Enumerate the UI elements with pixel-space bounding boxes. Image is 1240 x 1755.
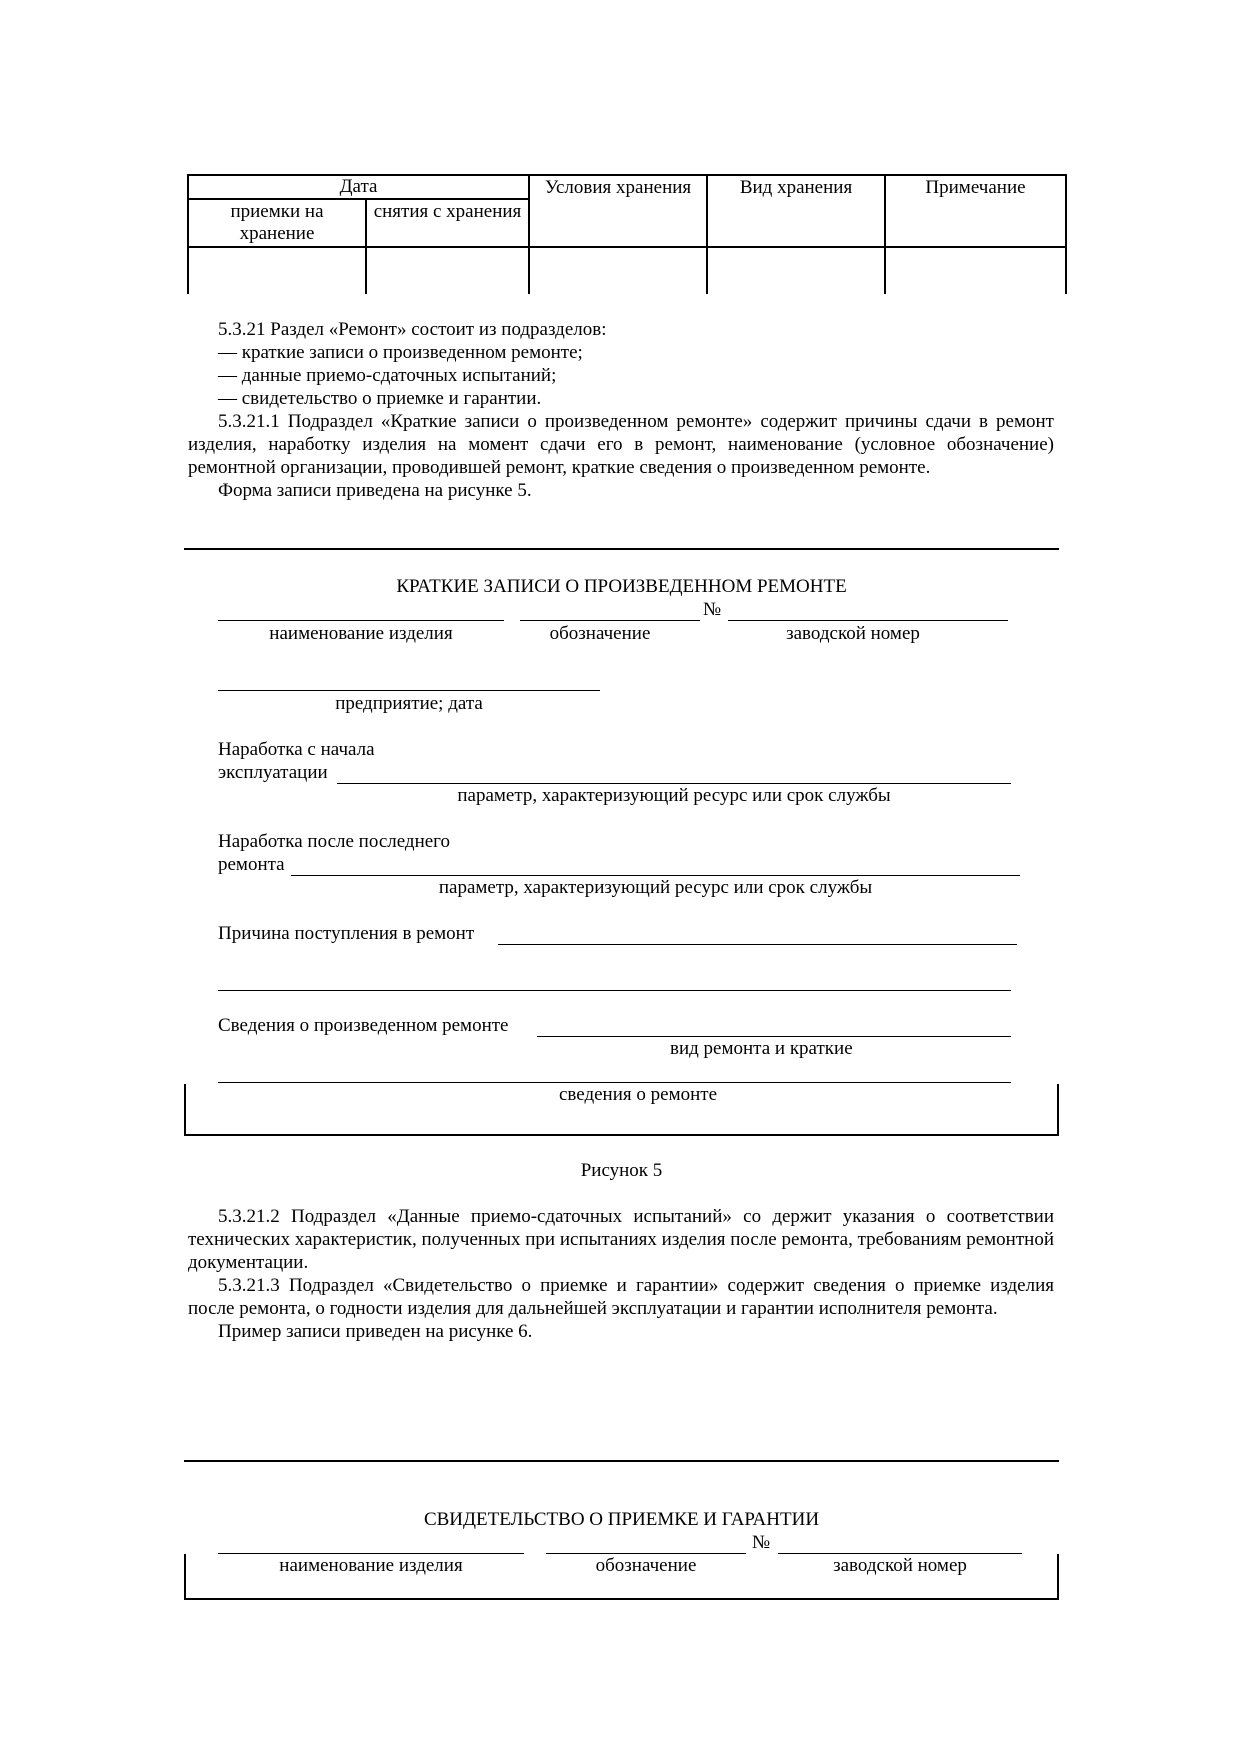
date-header: Дата (339, 176, 378, 197)
figure5-caption: Рисунок 5 (580, 1160, 663, 1181)
remove-header: снятия с хранения (366, 199, 529, 247)
info-sublabel-2: сведения о ремонте (558, 1084, 717, 1105)
figure5-name-line (218, 598, 504, 621)
figure6-title: СВИДЕТЕЛЬСТВО О ПРИЕМКЕ И ГАРАНТИИ (423, 1509, 820, 1530)
runtime-start-field (337, 761, 1011, 784)
runtime-start-line1: Наработка с начала (218, 739, 375, 760)
info-sublabel-1: вид ремонта и краткие (670, 1038, 853, 1059)
example-reference: Пример записи приведен на рисунке 6. (218, 1321, 533, 1342)
figure6-designation-label: обозначение (595, 1555, 697, 1576)
figure6-top-rule (184, 1460, 1059, 1462)
figure6-designation-line (546, 1531, 746, 1554)
kind-header: Вид хранения (707, 175, 885, 247)
list-item: — краткие записи о произведенном ремонте; (218, 342, 583, 363)
section-5-3-21-2 (188, 1205, 1054, 1343)
figure5-serial-label: заводской номер (786, 623, 920, 644)
table-cell (885, 247, 1066, 294)
paragraph-5-3-21-1: 5.3.21.1 Подраздел «Краткие записи о произведенном ремонте» содержит причины сдачи в ремонт изделия, наработку изделия на момент сдачи его в ремонт, наименование (условное обозначение) ремонтной организации, проводившей ремонт, краткие сведения о произведенном ремонте. (188, 411, 1054, 478)
info-label: Сведения о произведенном ремонте (218, 1015, 509, 1036)
table-cell (707, 247, 885, 294)
info-field-2 (218, 1060, 1011, 1083)
reason-field-2 (218, 968, 1011, 991)
runtime-last-field (291, 853, 1020, 876)
figure6-serial-label: заводской номер (833, 1555, 967, 1576)
figure6-number-sign: № (752, 1532, 771, 1553)
figure5-title: КРАТКИЕ ЗАПИСИ О ПРОИЗВЕДЕННОМ РЕМОНТЕ (396, 576, 847, 597)
table-header-row (188, 175, 1066, 199)
paragraph-5-3-21-2: 5.3.21.2 Подраздел «Данные приемо-сдаточных испытаний» со держит указания о соответствии технических характеристик, полученных при испытаниях изделия после ремонта, требованиям ремонтной документации. (188, 1206, 1054, 1273)
list-item: — данные приемо-сдаточных испытаний; (218, 365, 557, 386)
section-intro: 5.3.21 Раздел «Ремонт» состоит из подразделов: (218, 319, 607, 340)
param-label-1: параметр, характеризующий ресурс или срок службы (457, 785, 891, 806)
conditions-header: Условия хранения (529, 175, 707, 247)
figure5-name-label: наименование изделия (269, 623, 453, 644)
storage-table (187, 174, 1067, 294)
figure5-serial-line (728, 598, 1008, 621)
param-label-2: параметр, характеризующий ресурс или срок службы (438, 877, 873, 898)
figure5-number-sign: № (703, 599, 722, 620)
figure6-serial-line (778, 1531, 1022, 1554)
figure6-name-line (218, 1531, 524, 1554)
table-cell (366, 247, 529, 294)
table-cell (188, 247, 366, 294)
list-item: — свидетельство о приемке и гарантии. (218, 388, 542, 409)
figure6-name-label: наименование изделия (279, 1555, 463, 1576)
paragraph-5-3-21-3: 5.3.21.3 Подраздел «Свидетельство о приемке и гарантии» содержит сведения о приемке изделия после ремонта, о годности изделия для дальнейшей эксплуатации и гарантии исполнителя ремонта. (188, 1275, 1054, 1319)
info-field (537, 1014, 1011, 1037)
table-row (188, 247, 1066, 294)
date-header-cell (188, 175, 529, 199)
figure5-designation-line (520, 598, 700, 621)
runtime-last-line1: Наработка после последнего (218, 831, 450, 852)
figure5-enterprise-line (218, 668, 600, 691)
section-5-3-21 (188, 318, 1054, 502)
note-header: Примечание (885, 175, 1066, 247)
accept-header: приемки на хранение (188, 199, 366, 247)
reason-label: Причина поступления в ремонт (218, 923, 475, 944)
table-cell (529, 247, 707, 294)
runtime-start-line2: эксплуатации (218, 762, 328, 783)
reason-field (498, 922, 1017, 945)
form-reference: Форма записи приведена на рисунке 5. (218, 480, 532, 501)
runtime-last-line2: ремонта (218, 854, 285, 875)
figure5-designation-label: обозначение (549, 623, 651, 644)
figure5-enterprise-label: предприятие; дата (335, 693, 483, 714)
figure5-top-rule (184, 548, 1059, 550)
